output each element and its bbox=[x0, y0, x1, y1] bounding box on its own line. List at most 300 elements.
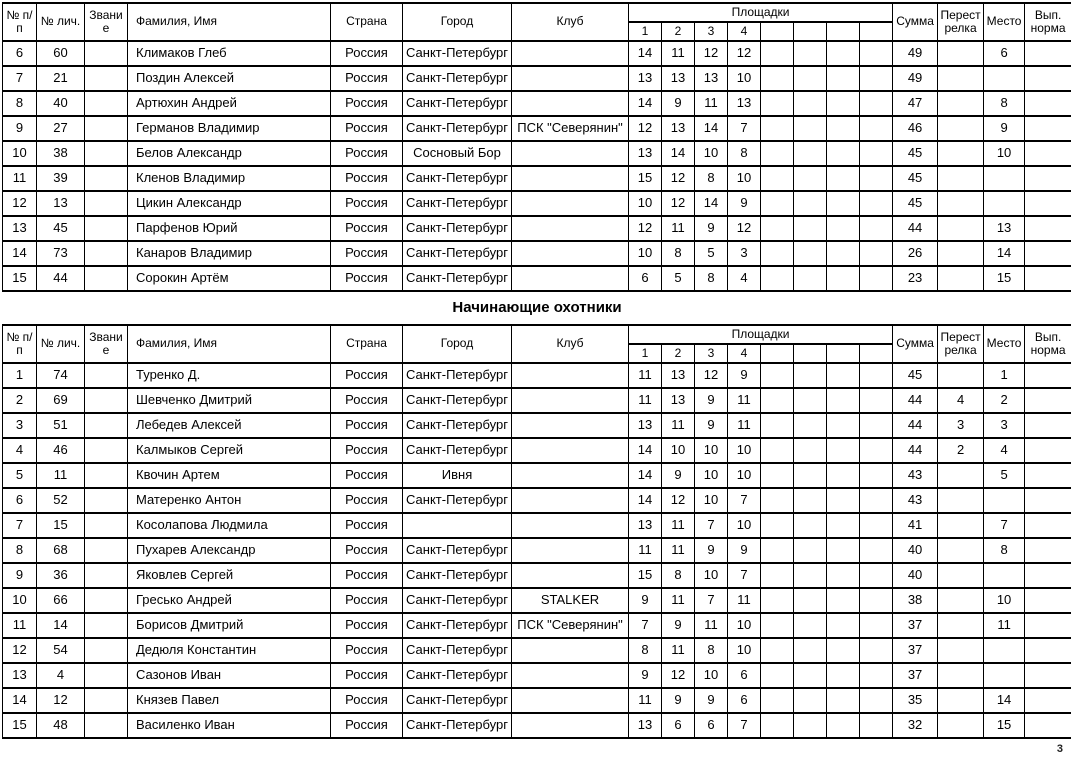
cell-station-4: 9 bbox=[728, 538, 761, 563]
cell-rank bbox=[85, 266, 128, 291]
cell-station-8 bbox=[860, 688, 893, 713]
cell-personal-num: 66 bbox=[37, 588, 85, 613]
table-row bbox=[3, 388, 1071, 413]
cell-num: 12 bbox=[3, 191, 37, 216]
cell-station-7 bbox=[827, 538, 860, 563]
cell-station-4: 3 bbox=[728, 241, 761, 266]
cell-station-6 bbox=[794, 638, 827, 663]
cell-shootoff bbox=[938, 266, 984, 291]
col-header-station-8 bbox=[860, 344, 893, 363]
cell-station-4: 6 bbox=[728, 663, 761, 688]
cell-sum: 49 bbox=[893, 66, 938, 91]
cell-station-1: 12 bbox=[629, 116, 662, 141]
cell-name: Кленов Владимир bbox=[128, 166, 331, 191]
cell-country: Россия bbox=[331, 513, 403, 538]
cell-club bbox=[512, 438, 629, 463]
cell-station-7 bbox=[827, 488, 860, 513]
cell-city: Санкт-Петербург bbox=[403, 388, 512, 413]
col-header-rank: Звание bbox=[85, 3, 128, 41]
cell-station-1: 13 bbox=[629, 713, 662, 738]
cell-station-4: 11 bbox=[728, 388, 761, 413]
cell-country: Россия bbox=[331, 688, 403, 713]
col-header-station-7 bbox=[827, 344, 860, 363]
cell-station-1: 6 bbox=[629, 266, 662, 291]
cell-norm bbox=[1025, 513, 1071, 538]
table-row bbox=[3, 663, 1071, 688]
cell-station-1: 14 bbox=[629, 91, 662, 116]
col-header-station-6 bbox=[794, 344, 827, 363]
cell-station-2: 11 bbox=[662, 538, 695, 563]
cell-station-5 bbox=[761, 538, 794, 563]
cell-station-8 bbox=[860, 388, 893, 413]
cell-station-2: 11 bbox=[662, 216, 695, 241]
cell-station-6 bbox=[794, 588, 827, 613]
cell-station-1: 10 bbox=[629, 241, 662, 266]
cell-station-5 bbox=[761, 588, 794, 613]
cell-station-1: 12 bbox=[629, 216, 662, 241]
cell-station-4: 11 bbox=[728, 413, 761, 438]
cell-club bbox=[512, 563, 629, 588]
table-row bbox=[3, 266, 1071, 291]
cell-personal-num: 52 bbox=[37, 488, 85, 513]
cell-station-6 bbox=[794, 363, 827, 388]
cell-rank bbox=[85, 663, 128, 688]
cell-personal-num: 73 bbox=[37, 241, 85, 266]
col-header-num: № п/п bbox=[3, 3, 37, 41]
cell-name: Борисов Дмитрий bbox=[128, 613, 331, 638]
cell-station-5 bbox=[761, 488, 794, 513]
cell-station-1: 9 bbox=[629, 663, 662, 688]
cell-city: Санкт-Петербург bbox=[403, 538, 512, 563]
cell-norm bbox=[1025, 191, 1071, 216]
cell-num: 13 bbox=[3, 663, 37, 688]
cell-rank bbox=[85, 116, 128, 141]
cell-station-3: 10 bbox=[695, 663, 728, 688]
cell-station-8 bbox=[860, 166, 893, 191]
cell-station-6 bbox=[794, 563, 827, 588]
cell-num: 14 bbox=[3, 688, 37, 713]
cell-city: Сосновый Бор bbox=[403, 141, 512, 166]
cell-station-3: 8 bbox=[695, 266, 728, 291]
cell-club bbox=[512, 91, 629, 116]
cell-station-7 bbox=[827, 638, 860, 663]
col-header-city: Город bbox=[403, 325, 512, 363]
cell-country: Россия bbox=[331, 563, 403, 588]
cell-station-7 bbox=[827, 191, 860, 216]
cell-place bbox=[984, 488, 1025, 513]
cell-num: 6 bbox=[3, 41, 37, 66]
cell-station-1: 13 bbox=[629, 413, 662, 438]
cell-station-5 bbox=[761, 563, 794, 588]
results-sheet bbox=[2, 2, 1071, 739]
cell-station-8 bbox=[860, 363, 893, 388]
cell-norm bbox=[1025, 488, 1071, 513]
cell-station-7 bbox=[827, 463, 860, 488]
cell-station-2: 8 bbox=[662, 563, 695, 588]
cell-rank bbox=[85, 713, 128, 738]
cell-station-8 bbox=[860, 488, 893, 513]
cell-station-8 bbox=[860, 116, 893, 141]
cell-station-3: 9 bbox=[695, 388, 728, 413]
cell-norm bbox=[1025, 688, 1071, 713]
cell-station-4: 4 bbox=[728, 266, 761, 291]
cell-station-4: 13 bbox=[728, 91, 761, 116]
cell-station-3: 13 bbox=[695, 66, 728, 91]
cell-norm bbox=[1025, 166, 1071, 191]
col-header-place: Место bbox=[984, 325, 1025, 363]
cell-sum: 37 bbox=[893, 638, 938, 663]
cell-place: 14 bbox=[984, 241, 1025, 266]
cell-name: Василенко Иван bbox=[128, 713, 331, 738]
cell-country: Россия bbox=[331, 488, 403, 513]
cell-name: Климаков Глеб bbox=[128, 41, 331, 66]
cell-station-5 bbox=[761, 191, 794, 216]
col-header-station-4: 4 bbox=[728, 344, 761, 363]
cell-name: Гресько Андрей bbox=[128, 588, 331, 613]
cell-country: Россия bbox=[331, 413, 403, 438]
cell-personal-num: 4 bbox=[37, 663, 85, 688]
cell-station-8 bbox=[860, 638, 893, 663]
cell-club bbox=[512, 488, 629, 513]
cell-station-4: 7 bbox=[728, 488, 761, 513]
cell-station-1: 11 bbox=[629, 688, 662, 713]
cell-station-8 bbox=[860, 413, 893, 438]
col-header-station-2: 2 bbox=[662, 344, 695, 363]
cell-station-8 bbox=[860, 141, 893, 166]
cell-station-2: 12 bbox=[662, 191, 695, 216]
cell-station-3: 5 bbox=[695, 241, 728, 266]
cell-station-5 bbox=[761, 363, 794, 388]
cell-norm bbox=[1025, 588, 1071, 613]
cell-num: 10 bbox=[3, 588, 37, 613]
cell-norm bbox=[1025, 363, 1071, 388]
section-title: Начинающие охотники bbox=[452, 299, 622, 316]
cell-personal-num: 27 bbox=[37, 116, 85, 141]
cell-shootoff: 4 bbox=[938, 388, 984, 413]
cell-num: 13 bbox=[3, 216, 37, 241]
cell-country: Россия bbox=[331, 363, 403, 388]
cell-place: 14 bbox=[984, 688, 1025, 713]
cell-city: Санкт-Петербург bbox=[403, 363, 512, 388]
cell-city: Санкт-Петербург bbox=[403, 241, 512, 266]
cell-shootoff bbox=[938, 116, 984, 141]
cell-station-2: 6 bbox=[662, 713, 695, 738]
cell-station-1: 14 bbox=[629, 488, 662, 513]
cell-club bbox=[512, 413, 629, 438]
cell-station-6 bbox=[794, 116, 827, 141]
cell-city: Санкт-Петербург bbox=[403, 438, 512, 463]
cell-personal-num: 68 bbox=[37, 538, 85, 563]
col-header-station-3: 3 bbox=[695, 22, 728, 41]
cell-city: Санкт-Петербург bbox=[403, 563, 512, 588]
cell-sum: 49 bbox=[893, 41, 938, 66]
cell-station-6 bbox=[794, 241, 827, 266]
cell-num: 15 bbox=[3, 713, 37, 738]
cell-club: ПСК "Северянин" bbox=[512, 116, 629, 141]
cell-station-1: 15 bbox=[629, 166, 662, 191]
cell-station-2: 9 bbox=[662, 613, 695, 638]
cell-station-1: 14 bbox=[629, 41, 662, 66]
cell-city: Ивня bbox=[403, 463, 512, 488]
cell-station-7 bbox=[827, 66, 860, 91]
cell-rank bbox=[85, 513, 128, 538]
page-number: 3 bbox=[1056, 743, 1063, 755]
col-header-station-1: 1 bbox=[629, 22, 662, 41]
cell-station-3: 8 bbox=[695, 166, 728, 191]
cell-station-1: 13 bbox=[629, 513, 662, 538]
cell-station-1: 8 bbox=[629, 638, 662, 663]
cell-city: Санкт-Петербург bbox=[403, 166, 512, 191]
cell-name: Канаров Владимир bbox=[128, 241, 331, 266]
cell-station-5 bbox=[761, 216, 794, 241]
cell-station-2: 9 bbox=[662, 91, 695, 116]
cell-norm bbox=[1025, 538, 1071, 563]
cell-sum: 45 bbox=[893, 191, 938, 216]
table-row bbox=[3, 563, 1071, 588]
cell-shootoff bbox=[938, 513, 984, 538]
cell-shootoff bbox=[938, 663, 984, 688]
cell-station-2: 13 bbox=[662, 66, 695, 91]
cell-station-1: 14 bbox=[629, 463, 662, 488]
cell-norm bbox=[1025, 388, 1071, 413]
cell-rank bbox=[85, 166, 128, 191]
cell-place bbox=[984, 563, 1025, 588]
table-row bbox=[3, 413, 1071, 438]
cell-station-3: 9 bbox=[695, 688, 728, 713]
col-header-country: Страна bbox=[331, 325, 403, 363]
cell-norm bbox=[1025, 663, 1071, 688]
cell-station-2: 12 bbox=[662, 166, 695, 191]
cell-station-5 bbox=[761, 638, 794, 663]
cell-station-6 bbox=[794, 216, 827, 241]
cell-city: Санкт-Петербург bbox=[403, 413, 512, 438]
cell-rank bbox=[85, 438, 128, 463]
cell-city: Санкт-Петербург bbox=[403, 116, 512, 141]
cell-norm bbox=[1025, 216, 1071, 241]
cell-station-4: 10 bbox=[728, 638, 761, 663]
cell-station-7 bbox=[827, 563, 860, 588]
cell-name: Калмыков Сергей bbox=[128, 438, 331, 463]
cell-personal-num: 11 bbox=[37, 463, 85, 488]
cell-rank bbox=[85, 363, 128, 388]
cell-station-5 bbox=[761, 438, 794, 463]
cell-place bbox=[984, 66, 1025, 91]
cell-country: Россия bbox=[331, 66, 403, 91]
cell-station-3: 12 bbox=[695, 363, 728, 388]
cell-station-7 bbox=[827, 413, 860, 438]
cell-station-3: 11 bbox=[695, 613, 728, 638]
cell-city: Санкт-Петербург bbox=[403, 66, 512, 91]
cell-station-5 bbox=[761, 388, 794, 413]
cell-rank bbox=[85, 688, 128, 713]
cell-rank bbox=[85, 488, 128, 513]
cell-city: Санкт-Петербург bbox=[403, 91, 512, 116]
results-table-novice-hunters bbox=[2, 324, 1071, 739]
cell-name: Косолапова Людмила bbox=[128, 513, 331, 538]
cell-shootoff: 2 bbox=[938, 438, 984, 463]
cell-place bbox=[984, 663, 1025, 688]
table-row bbox=[3, 41, 1071, 66]
cell-num: 9 bbox=[3, 116, 37, 141]
cell-name: Шевченко Дмитрий bbox=[128, 388, 331, 413]
cell-country: Россия bbox=[331, 463, 403, 488]
cell-station-2: 10 bbox=[662, 438, 695, 463]
cell-club bbox=[512, 363, 629, 388]
cell-place: 10 bbox=[984, 588, 1025, 613]
cell-norm bbox=[1025, 613, 1071, 638]
cell-station-8 bbox=[860, 241, 893, 266]
cell-station-3: 7 bbox=[695, 513, 728, 538]
cell-city: Санкт-Петербург bbox=[403, 266, 512, 291]
cell-station-7 bbox=[827, 166, 860, 191]
cell-station-5 bbox=[761, 116, 794, 141]
cell-station-6 bbox=[794, 463, 827, 488]
cell-station-3: 9 bbox=[695, 413, 728, 438]
cell-station-4: 10 bbox=[728, 438, 761, 463]
cell-station-2: 13 bbox=[662, 363, 695, 388]
cell-city: Санкт-Петербург bbox=[403, 488, 512, 513]
cell-rank bbox=[85, 191, 128, 216]
cell-station-1: 10 bbox=[629, 191, 662, 216]
cell-station-7 bbox=[827, 588, 860, 613]
table-row bbox=[3, 241, 1071, 266]
cell-rank bbox=[85, 463, 128, 488]
col-header-norm: Вып. норма bbox=[1025, 325, 1071, 363]
cell-place: 1 bbox=[984, 363, 1025, 388]
cell-station-1: 13 bbox=[629, 66, 662, 91]
cell-name: Парфенов Юрий bbox=[128, 216, 331, 241]
cell-place bbox=[984, 166, 1025, 191]
table-row bbox=[3, 713, 1071, 738]
col-header-name: Фамилия, Имя bbox=[128, 325, 331, 363]
cell-personal-num: 51 bbox=[37, 413, 85, 438]
col-header-stations-group: Площадки bbox=[629, 325, 893, 344]
cell-sum: 43 bbox=[893, 463, 938, 488]
cell-station-6 bbox=[794, 266, 827, 291]
cell-station-7 bbox=[827, 713, 860, 738]
cell-station-8 bbox=[860, 588, 893, 613]
cell-place: 2 bbox=[984, 388, 1025, 413]
cell-station-7 bbox=[827, 241, 860, 266]
cell-station-7 bbox=[827, 141, 860, 166]
cell-city: Санкт-Петербург bbox=[403, 613, 512, 638]
cell-station-5 bbox=[761, 241, 794, 266]
cell-num: 11 bbox=[3, 613, 37, 638]
cell-rank bbox=[85, 66, 128, 91]
cell-country: Россия bbox=[331, 613, 403, 638]
table-row bbox=[3, 141, 1071, 166]
cell-shootoff bbox=[938, 141, 984, 166]
cell-shootoff bbox=[938, 91, 984, 116]
cell-station-6 bbox=[794, 141, 827, 166]
cell-station-4: 10 bbox=[728, 166, 761, 191]
cell-station-5 bbox=[761, 613, 794, 638]
cell-station-5 bbox=[761, 513, 794, 538]
cell-city: Санкт-Петербург bbox=[403, 713, 512, 738]
cell-shootoff: 3 bbox=[938, 413, 984, 438]
table-row bbox=[3, 216, 1071, 241]
cell-sum: 40 bbox=[893, 563, 938, 588]
cell-sum: 45 bbox=[893, 166, 938, 191]
cell-station-4: 10 bbox=[728, 513, 761, 538]
cell-name: Квочин Артем bbox=[128, 463, 331, 488]
cell-num: 15 bbox=[3, 266, 37, 291]
cell-name: Князев Павел bbox=[128, 688, 331, 713]
cell-sum: 44 bbox=[893, 438, 938, 463]
cell-station-2: 11 bbox=[662, 413, 695, 438]
cell-station-4: 7 bbox=[728, 713, 761, 738]
cell-club bbox=[512, 513, 629, 538]
cell-station-6 bbox=[794, 166, 827, 191]
cell-num: 10 bbox=[3, 141, 37, 166]
cell-sum: 32 bbox=[893, 713, 938, 738]
cell-club bbox=[512, 463, 629, 488]
cell-name: Артюхин Андрей bbox=[128, 91, 331, 116]
cell-station-3: 10 bbox=[695, 463, 728, 488]
cell-club bbox=[512, 166, 629, 191]
cell-station-1: 14 bbox=[629, 438, 662, 463]
cell-personal-num: 12 bbox=[37, 688, 85, 713]
cell-station-4: 9 bbox=[728, 363, 761, 388]
table-row bbox=[3, 191, 1071, 216]
cell-station-5 bbox=[761, 66, 794, 91]
cell-station-6 bbox=[794, 388, 827, 413]
cell-country: Россия bbox=[331, 91, 403, 116]
cell-name: Поздин Алексей bbox=[128, 66, 331, 91]
cell-name: Лебедев Алексей bbox=[128, 413, 331, 438]
table-row bbox=[3, 463, 1071, 488]
cell-country: Россия bbox=[331, 588, 403, 613]
cell-num: 8 bbox=[3, 538, 37, 563]
cell-name: Сорокин Артём bbox=[128, 266, 331, 291]
cell-personal-num: 40 bbox=[37, 91, 85, 116]
cell-sum: 26 bbox=[893, 241, 938, 266]
cell-club bbox=[512, 241, 629, 266]
cell-shootoff bbox=[938, 241, 984, 266]
cell-num: 5 bbox=[3, 463, 37, 488]
cell-sum: 44 bbox=[893, 216, 938, 241]
cell-station-2: 11 bbox=[662, 41, 695, 66]
cell-place bbox=[984, 638, 1025, 663]
cell-country: Россия bbox=[331, 41, 403, 66]
cell-city: Санкт-Петербург bbox=[403, 663, 512, 688]
table-row bbox=[3, 91, 1071, 116]
cell-sum: 46 bbox=[893, 116, 938, 141]
cell-name: Яковлев Сергей bbox=[128, 563, 331, 588]
cell-station-7 bbox=[827, 91, 860, 116]
cell-station-4: 6 bbox=[728, 688, 761, 713]
cell-shootoff bbox=[938, 563, 984, 588]
cell-station-5 bbox=[761, 91, 794, 116]
cell-station-2: 11 bbox=[662, 588, 695, 613]
cell-name: Германов Владимир bbox=[128, 116, 331, 141]
cell-personal-num: 14 bbox=[37, 613, 85, 638]
cell-num: 12 bbox=[3, 638, 37, 663]
cell-shootoff bbox=[938, 41, 984, 66]
col-header-club: Клуб bbox=[512, 3, 629, 41]
cell-norm bbox=[1025, 713, 1071, 738]
cell-station-4: 12 bbox=[728, 216, 761, 241]
col-header-club: Клуб bbox=[512, 325, 629, 363]
cell-club bbox=[512, 388, 629, 413]
cell-station-5 bbox=[761, 413, 794, 438]
cell-num: 14 bbox=[3, 241, 37, 266]
cell-personal-num: 13 bbox=[37, 191, 85, 216]
cell-station-3: 7 bbox=[695, 588, 728, 613]
cell-city: Санкт-Петербург bbox=[403, 191, 512, 216]
cell-rank bbox=[85, 613, 128, 638]
cell-station-5 bbox=[761, 41, 794, 66]
